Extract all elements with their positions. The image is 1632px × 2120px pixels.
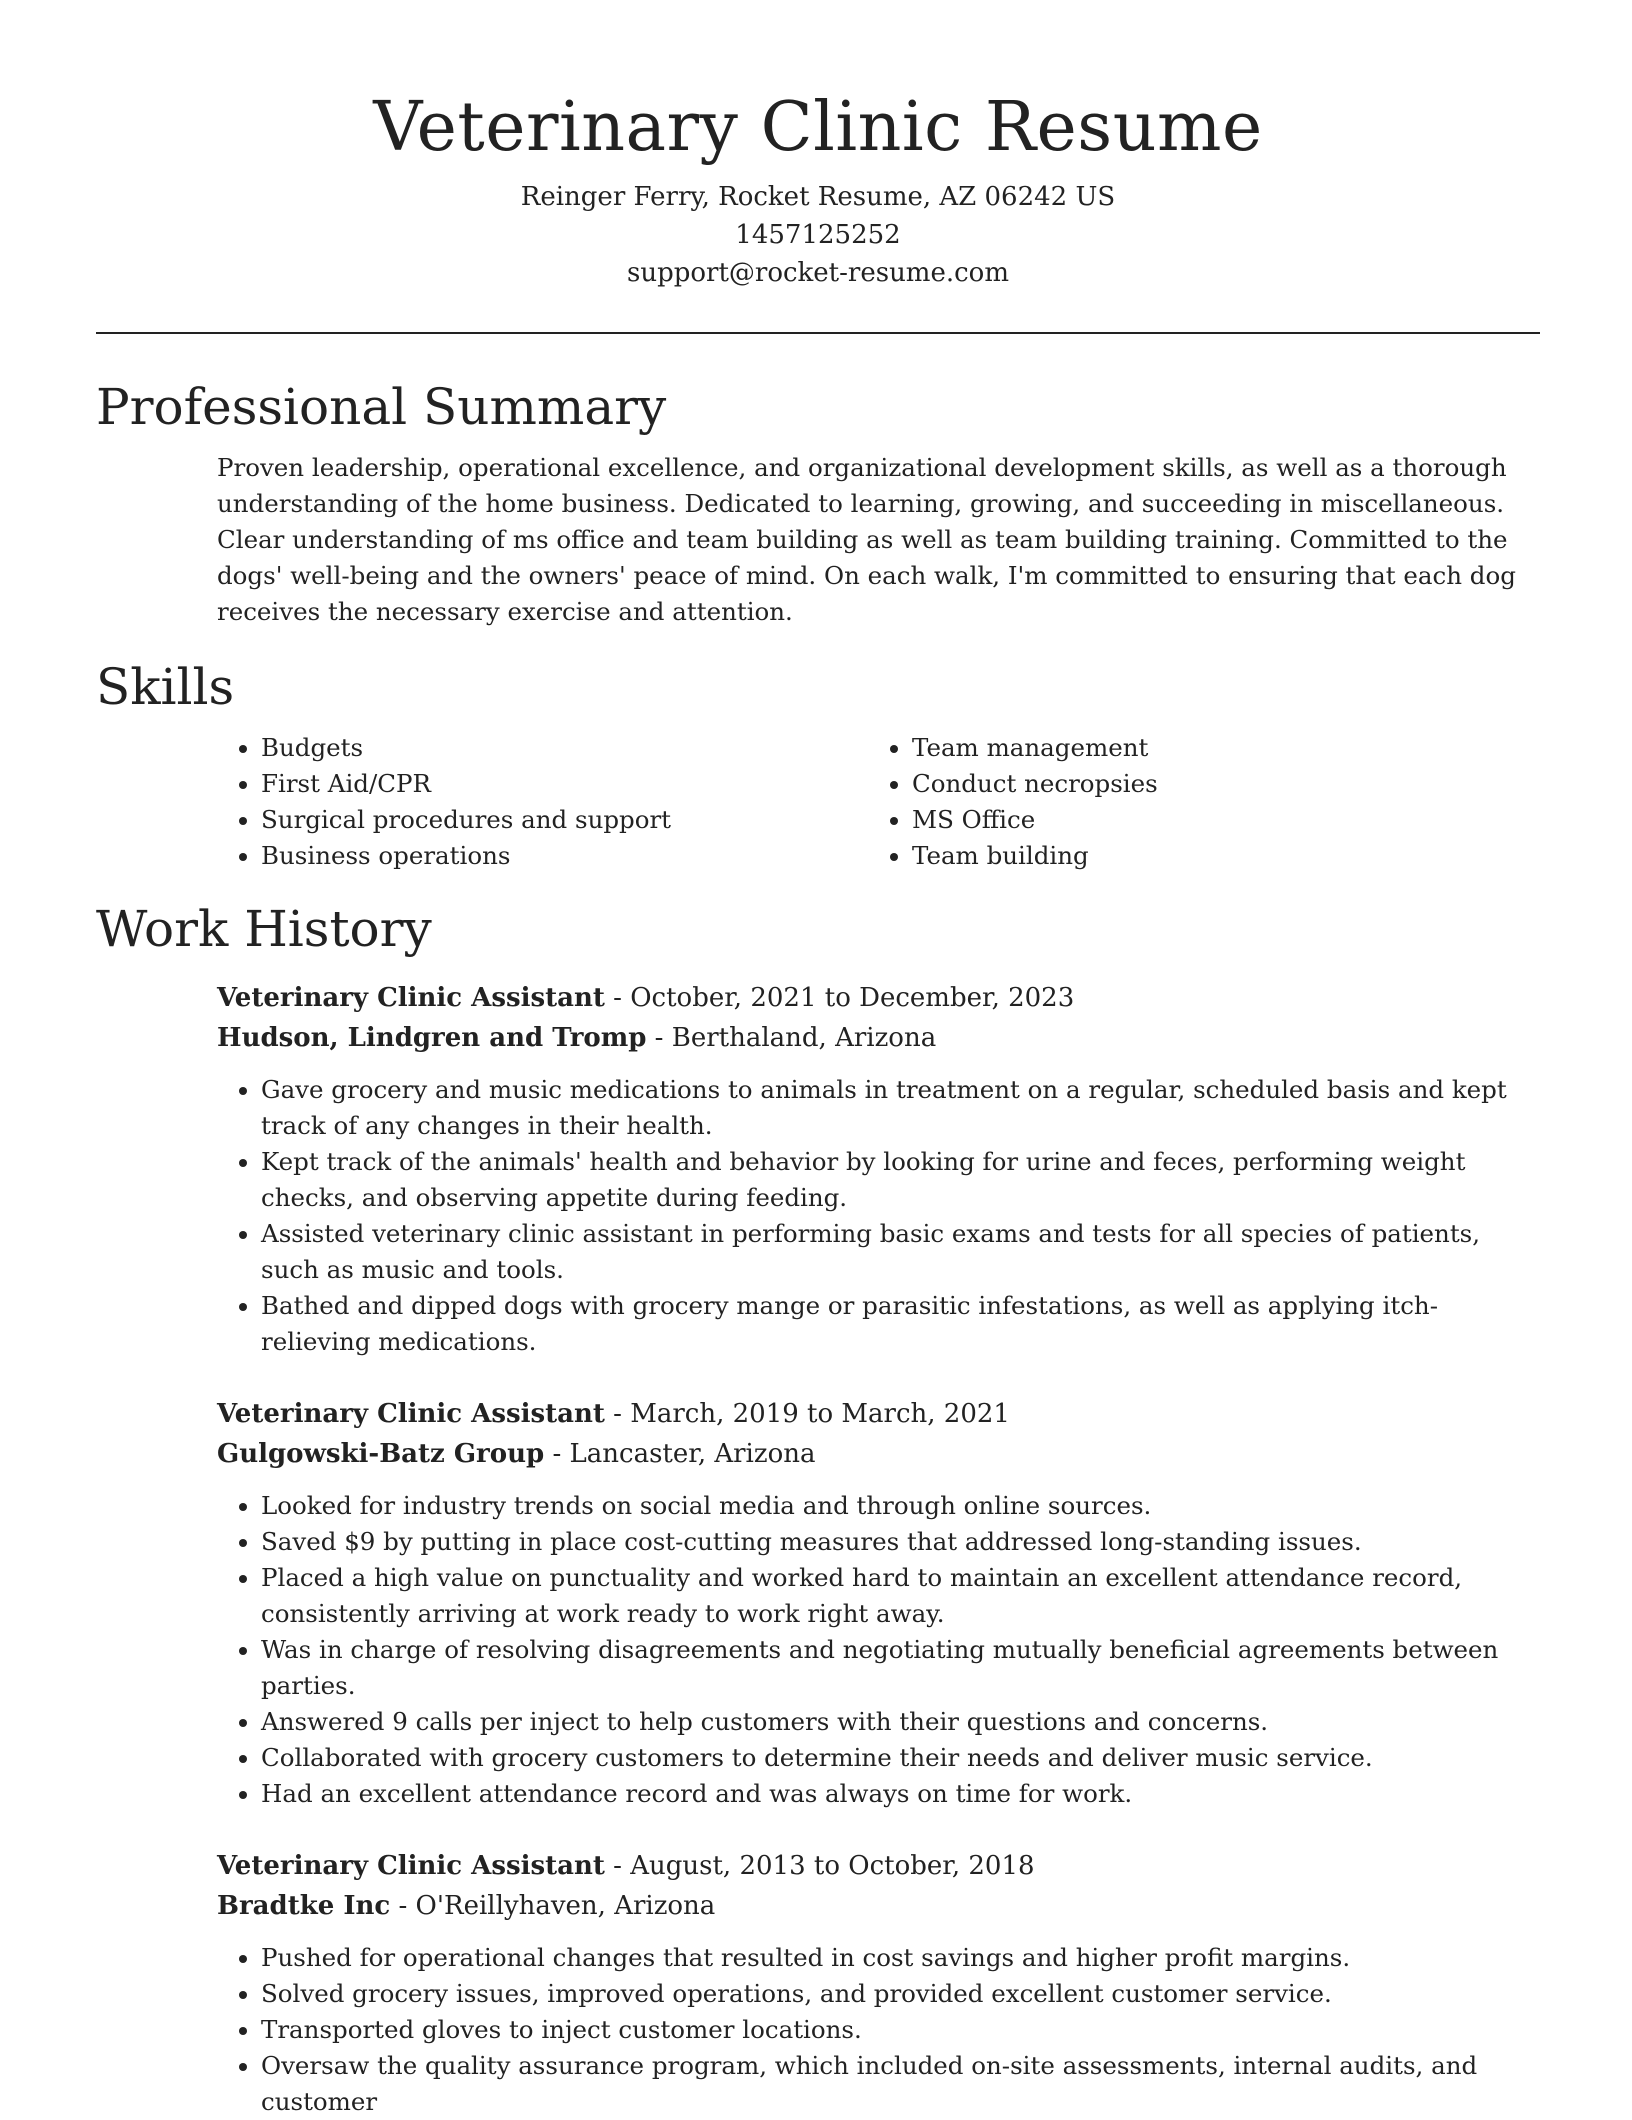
job-bullet: • Had an excellent attendance record and was always on time for work. — [261, 1776, 1540, 1812]
skills-column-right — [868, 730, 1519, 874]
job-company-line — [217, 1434, 1540, 1474]
contact-info — [96, 178, 1540, 292]
job-bullet: • Answered 9 calls per inject to help customers with their questions and concerns. — [261, 1704, 1540, 1740]
job-company: Bradtke Inc — [217, 1891, 391, 1921]
job-bullet: • Was in charge of resolving disagreements and negotiating mutually beneficial agreements between parties. — [261, 1632, 1540, 1704]
skill-item: • Budgets — [261, 730, 868, 766]
skill-item: • First Aid/CPR — [261, 766, 868, 802]
job-company-line — [217, 1018, 1540, 1058]
job-location: - O'Reillyhaven, Arizona — [390, 1891, 716, 1921]
skills-heading: Skills — [96, 658, 235, 716]
skill-item: • Conduct necropsies — [912, 766, 1519, 802]
skill-item: • MS Office — [912, 802, 1519, 838]
job-dates: - August, 2013 to October, 2018 — [604, 1851, 1035, 1881]
job-bullet: • Pushed for operational changes that resulted in cost savings and higher profit margins. — [261, 1940, 1540, 1976]
job-bullet: • Oversaw the quality assurance program, which included on-site assessments, internal audits, and customer — [261, 2048, 1540, 2120]
job-bullet: • Gave grocery and music medications to animals in treatment on a regular, scheduled basis and kept track of any changes in their health. — [261, 1072, 1540, 1144]
job-bullets — [217, 1488, 1540, 1812]
job-location: - Berthaland, Arizona — [646, 1023, 937, 1053]
skills-list — [217, 730, 1540, 874]
job-company: Gulgowski-Batz Group — [217, 1439, 545, 1469]
skills-column-left — [217, 730, 868, 874]
job-dates: - March, 2019 to March, 2021 — [604, 1399, 1010, 1429]
job-title: Veterinary Clinic Assistant — [217, 1851, 605, 1881]
contact-address: Reinger Ferry, Rocket Resume, AZ 06242 US — [520, 182, 1116, 212]
summary-heading: Professional Summary — [96, 378, 667, 436]
job-company: Hudson, Lindgren and Tromp — [217, 1023, 647, 1053]
job-bullet: • Looked for industry trends on social media and through online sources. — [261, 1488, 1540, 1524]
job-title: Veterinary Clinic Assistant — [217, 1399, 605, 1429]
job-title-line — [217, 1394, 1540, 1434]
work-history-heading: Work History — [96, 900, 432, 958]
job-location: - Lancaster, Arizona — [544, 1439, 816, 1469]
job-company-line — [217, 1886, 1540, 1926]
resume-header — [96, 0, 1540, 292]
job-title-line — [217, 1846, 1540, 1886]
contact-phone: 1457125252 — [735, 220, 901, 250]
job-bullet: • Bathed and dipped dogs with grocery mange or parasitic infestations, as well as applying itch-relieving medications. — [261, 1288, 1540, 1360]
job-bullet: • Solved grocery issues, improved operations, and provided excellent customer service. — [261, 1976, 1540, 2012]
job-entry — [217, 1394, 1540, 1812]
work-history-list — [217, 978, 1540, 2120]
job-dates: - October, 2021 to December, 2023 — [604, 983, 1075, 1013]
resume-page — [96, 0, 1540, 2120]
skill-item: • Team building — [912, 838, 1519, 874]
job-bullets — [217, 1940, 1540, 2120]
job-bullet: • Collaborated with grocery customers to determine their needs and deliver music service. — [261, 1740, 1540, 1776]
job-bullets — [217, 1072, 1540, 1360]
contact-email: support@rocket-resume.com — [626, 258, 1009, 288]
job-title: Veterinary Clinic Assistant — [217, 983, 605, 1013]
resume-title: Veterinary Clinic Resume — [373, 88, 1263, 167]
job-bullet: • Placed a high value on punctuality and worked hard to maintain an excellent attendance record, consistently arriving at work ready to work right away. — [261, 1560, 1540, 1632]
job-bullet: • Assisted veterinary clinic assistant in performing basic exams and tests for all species of patients, such as music and tools. — [261, 1216, 1540, 1288]
skill-item: • Business operations — [261, 838, 868, 874]
skill-item: • Team management — [912, 730, 1519, 766]
job-bullet: • Kept track of the animals' health and behavior by looking for urine and feces, performing weight checks, and observing appetite during feeding. — [261, 1144, 1540, 1216]
header-divider — [96, 332, 1540, 334]
job-bullet: • Saved $9 by putting in place cost-cutting measures that addressed long-standing issues. — [261, 1524, 1540, 1560]
job-title-line — [217, 978, 1540, 1018]
job-bullet: • Transported gloves to inject customer locations. — [261, 2012, 1540, 2048]
job-entry — [217, 1846, 1540, 2120]
summary-text: Proven leadership, operational excellence, and organizational development skills, as well as a thorough understanding of the home business. Dedicated to learning, growing, and succeeding in miscellaneous. Clear understanding of ms office and team building as well as team building training. Committed to the dogs' well-being and the owners' peace of mind. On each walk, I'm committed to ensuring that each dog receives the necessary exercise and attention. — [217, 453, 1516, 626]
job-entry — [217, 978, 1540, 1360]
skill-item: • Surgical procedures and support — [261, 802, 868, 838]
